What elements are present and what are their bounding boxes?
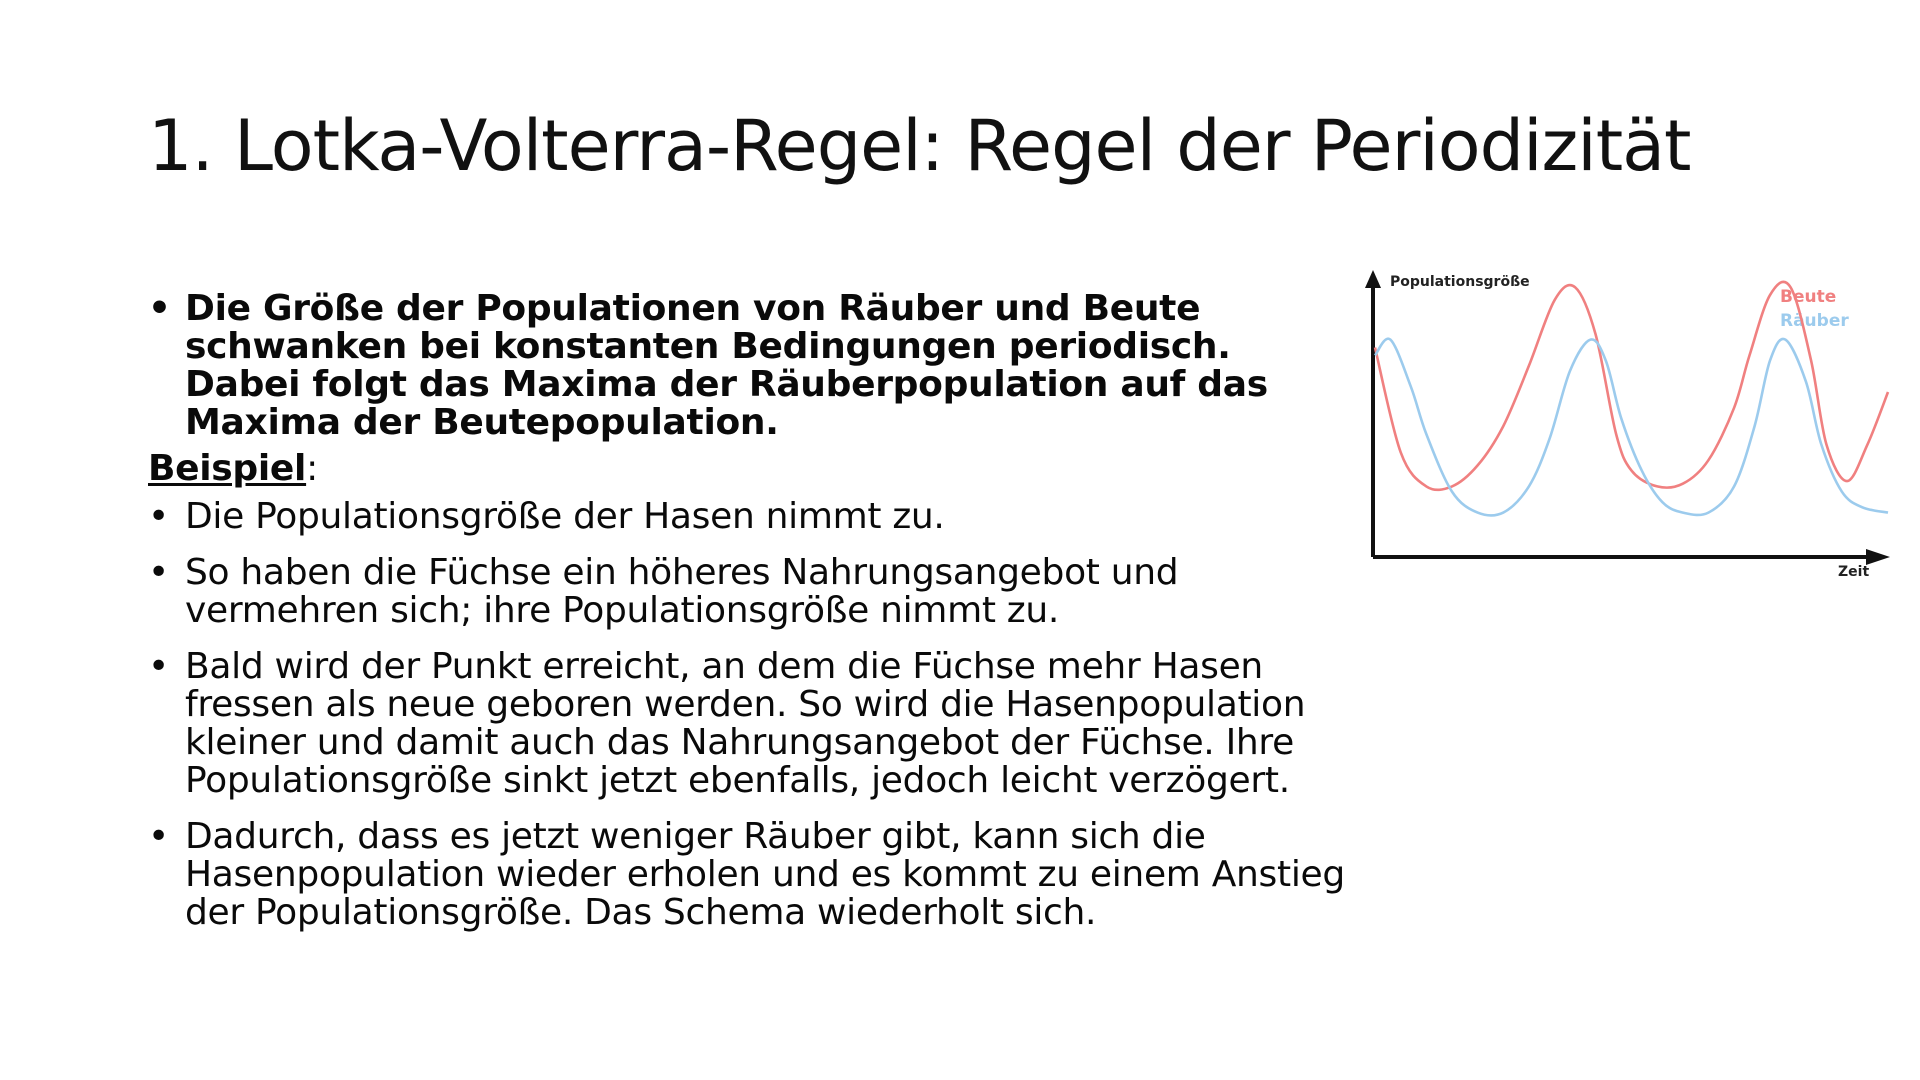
main-bullet: • Die Größe der Populationen von Räuber und Beute schwanken bei konstanten Bedingungen periodisch. Dabei folgt das Maxima der Räuberpopulation auf das Maxima der Beutepopulation. [148, 290, 1348, 442]
x-axis-label: Zeit [1838, 564, 1870, 580]
x-axis-arrow-icon [1866, 549, 1890, 565]
legend-raeuber: Räuber [1780, 311, 1849, 331]
legend-beute: Beute [1780, 287, 1837, 307]
example-bullet-1: • Die Populationsgröße der Hasen nimmt zu. [148, 498, 1348, 536]
y-axis-arrow-icon [1365, 270, 1381, 288]
example-bullet-2: • So haben die Füchse ein höheres Nahrungsangebot und vermehren sich; ihre Populationsgröße nimmt zu. [148, 554, 1348, 630]
example-colon: : [306, 448, 318, 489]
example-bullet-4: • Dadurch, dass es jetzt weniger Räuber gibt, kann sich die Hasenpopulation wieder erholen und es kommt zu einem Anstieg der Populationsgröße. Das Schema wiederholt sich. [148, 818, 1348, 932]
population-chart-svg [1360, 262, 1900, 592]
example-bullet-3: • Bald wird der Punkt erreicht, an dem die Füchse mehr Hasen fressen als neue geboren werden. So wird die Hasenpopulation kleiner und damit auch das Nahrungsangebot der Füchse. Ihre Populationsgröße sinkt jetzt ebenfalls, jedoch leicht verzögert. [148, 648, 1348, 800]
y-axis-label: Populationsgröße [1390, 274, 1530, 290]
population-chart [1360, 262, 1900, 592]
example-heading [148, 450, 1348, 488]
slide-body [148, 290, 1348, 950]
slide-title: 1. Lotka-Volterra-Regel: Regel der Periodizität [148, 105, 1691, 187]
example-label: Beispiel [148, 448, 307, 489]
